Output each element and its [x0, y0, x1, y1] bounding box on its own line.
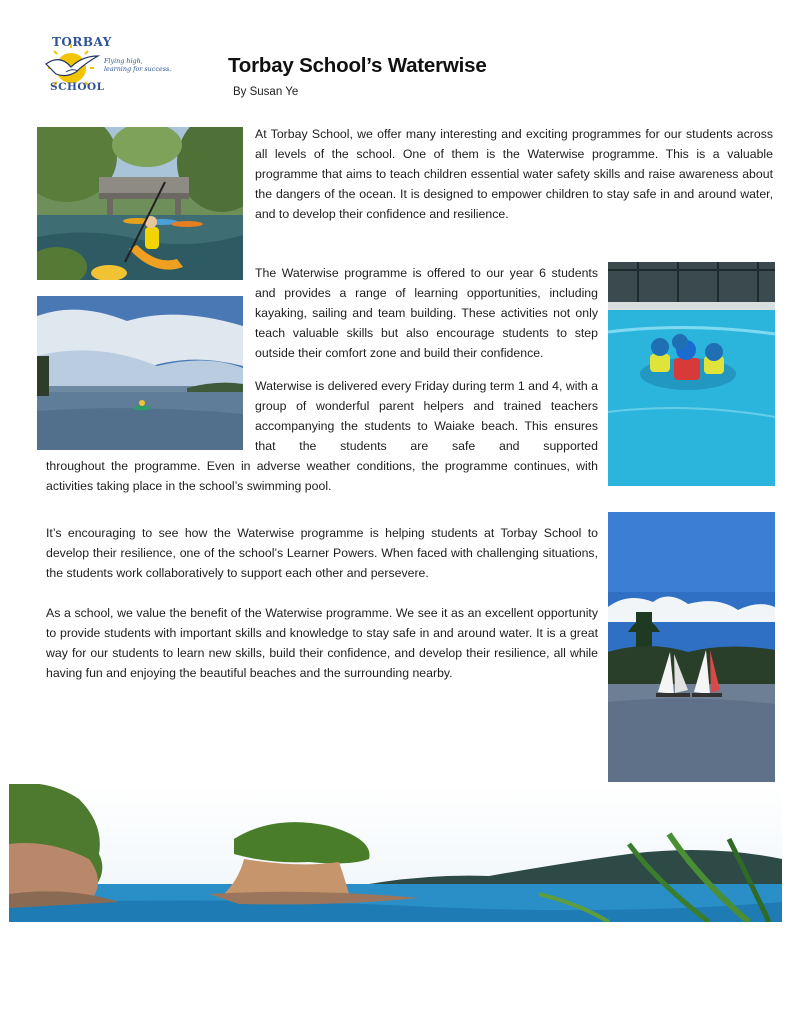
article-paragraph-2: The Waterwise programme is offered to our year 6 students and provides a range of learning opportunities, including kayaking, sailing and team building. These activities not only teach valuable skills but also encourage students to step outside their comfort zone and build their confidence.	[255, 266, 598, 360]
coastline-banner	[9, 784, 782, 922]
article-byline: By Susan Ye	[233, 86, 299, 98]
logo-tagline: Flying high, learning for success.	[104, 57, 172, 73]
sailing-photo	[608, 512, 775, 782]
article-paragraph-5: As a school, we value the benefit of the Waterwise programme. We see it as an excellent opportunity to provide students with important skills and knowledge to stay safe in and around water. It is a great way for our students to learn new skills, build their confidence, and develop their resilience, all while having fun and enjoying the beautiful beaches and the surrounding nearby.	[46, 606, 598, 680]
logo-name-bottom: SCHOOL	[50, 81, 105, 93]
article-paragraph-3-part-2: throughout the programme. Even in adverse weather conditions, the programme continues, with activities taking place in the school’s swimming pool.	[46, 459, 598, 493]
article-title: Torbay School’s Waterwise	[228, 54, 487, 77]
article-paragraph-3-part-1: Waterwise is delivered every Friday during term 1 and 4, with a group of wonderful parent helpers and trained teachers accompanying the students to Waiake beach. This ensures that the students are safe and supported	[255, 379, 598, 453]
kayaking-photo	[37, 127, 243, 280]
logo-name-top: TORBAY	[52, 35, 112, 49]
school-logo	[38, 34, 173, 98]
article-paragraph-1: At Torbay School, we offer many interesting and exciting programmes for our students across all levels of the school. One of them is the Waterwise programme. This is a valuable programme that aims to teach children essential water safety skills and raise awareness about the dangers of the ocean. It is designed to empower children to stay safe in and around water, and to develop their confidence and resilience.	[255, 127, 773, 221]
article-paragraph-4: It’s encouraging to see how the Waterwise programme is helping students at Torbay School to develop their resilience, one of the school’s Learner Powers. When faced with challenging situations, the students work collaboratively to support each other and persevere.	[46, 526, 598, 580]
sea-kayak-photo	[37, 296, 243, 450]
swimming-pool-photo	[608, 262, 775, 486]
